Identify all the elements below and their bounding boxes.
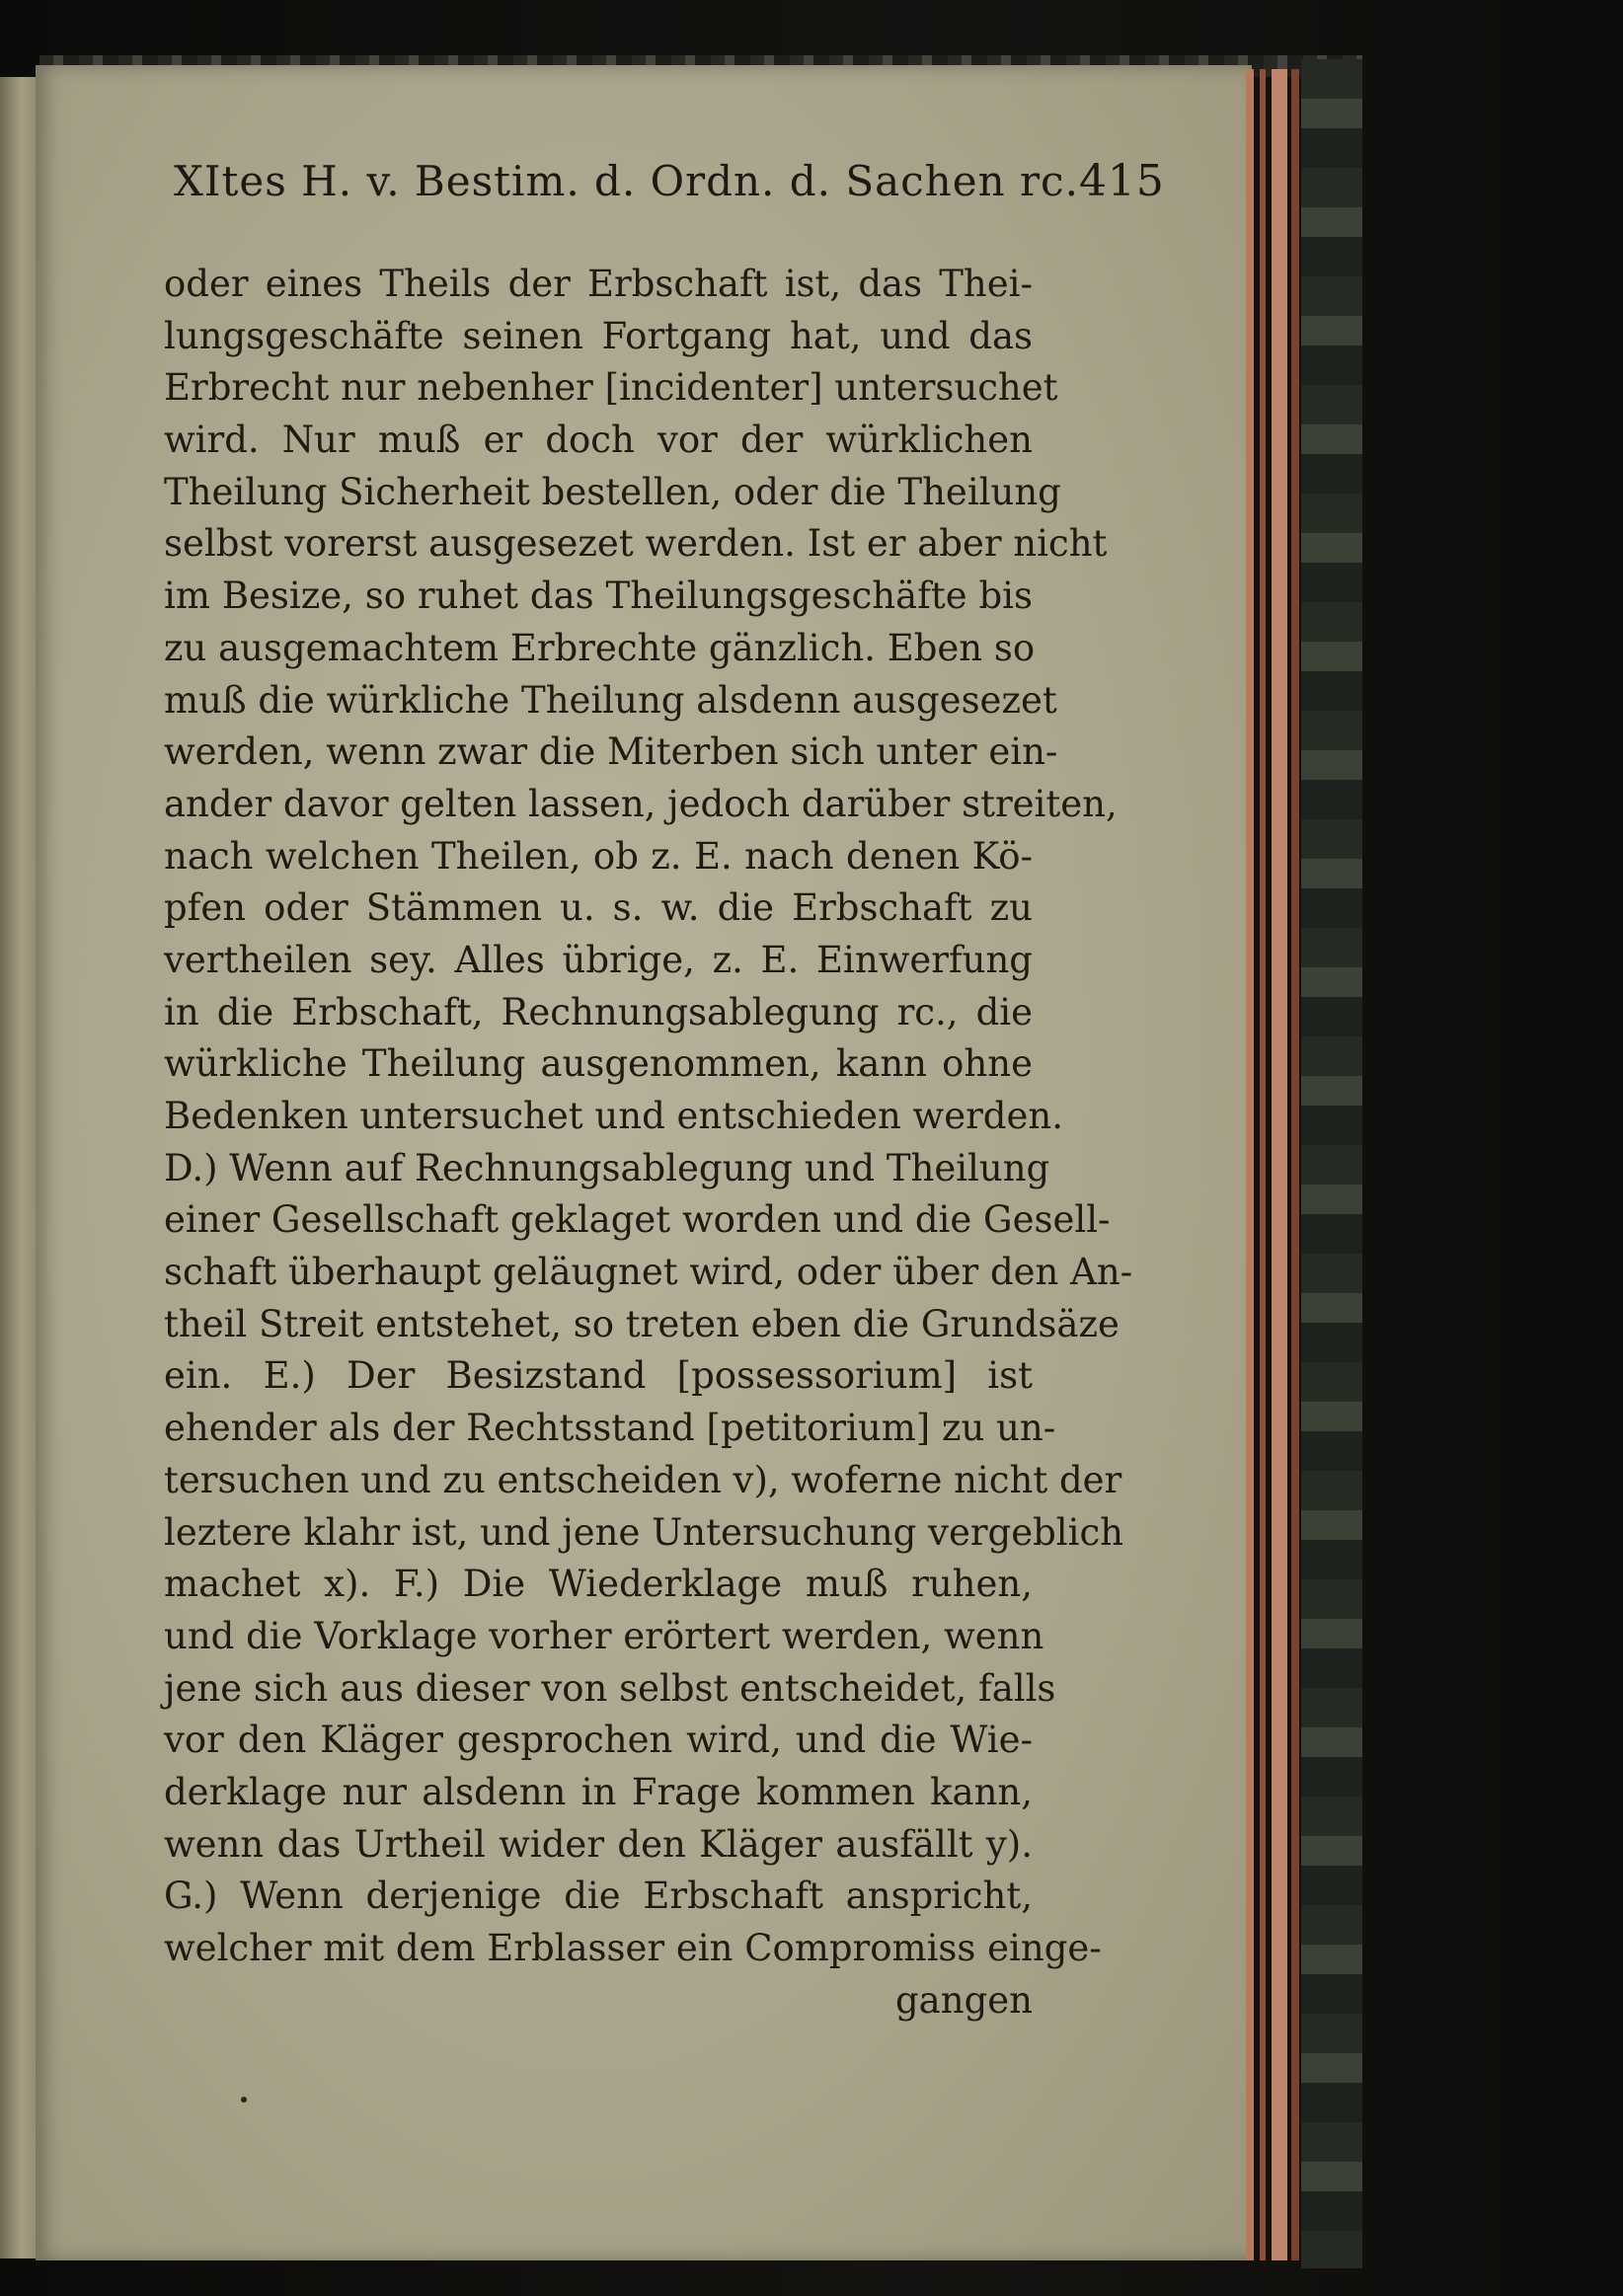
text-line: jene sich aus dieser von selbst entscheidet, falls bbox=[164, 1666, 1056, 1710]
text-line: derklage nur alsdenn in Frage kommen kann, bbox=[164, 1770, 1033, 1813]
ink-speck bbox=[241, 2097, 247, 2103]
previous-page-edge bbox=[0, 77, 39, 2258]
text-line: welcher mit dem Erblasser ein Compromiss einge- bbox=[164, 1927, 1102, 1969]
page-edge-stripe bbox=[1272, 69, 1287, 2260]
text-line: lungsgeschäfte seinen Fortgang hat, und das bbox=[164, 314, 1033, 357]
text-line: G.) Wenn derjenige die Erbschaft anspricht, bbox=[164, 1875, 1033, 1918]
text-line: schaft überhaupt geläugnet wird, oder über den An- bbox=[164, 1251, 1133, 1294]
text-line: Theilung Sicherheit bestellen, oder die Theilung bbox=[164, 470, 1061, 513]
text-line: werden, wenn zwar die Miterben sich unter ein- bbox=[164, 730, 1058, 774]
text-line: selbst vorerst ausgesezet werden. Ist er aber nicht bbox=[164, 522, 1108, 566]
text-line: einer Gesellschaft geklaget worden und die Gesell- bbox=[164, 1198, 1111, 1242]
text-line: würkliche Theilung ausgenommen, kann ohne bbox=[164, 1042, 1033, 1086]
text-line: D.) Wenn auf Rechnungsablegung und Theilung bbox=[164, 1146, 1050, 1189]
text-line: ein. E.) Der Besizstand [possessorium] ist bbox=[164, 1354, 1033, 1398]
page-edge-stripe bbox=[1246, 69, 1254, 2260]
text-line: wenn das Urtheil wider den Kläger ausfällt y). bbox=[164, 1822, 1033, 1866]
text-line: wird. Nur muß er doch vor der würklichen bbox=[164, 419, 1033, 462]
text-line: vertheilen sey. Alles übrige, z. E. Einwerfung bbox=[164, 938, 1033, 981]
page-edge-stripe bbox=[1260, 69, 1266, 2260]
body-text bbox=[164, 259, 1133, 2027]
page-number: 415 bbox=[1078, 156, 1165, 206]
text-line: Bedenken untersuchet und entschieden werden. bbox=[164, 1095, 1063, 1137]
running-head-title: XItes H. v. Bestim. d. Ordn. d. Sachen rc. bbox=[174, 157, 1079, 205]
text-line: zu ausgemachtem Erbrechte gänzlich. Eben so bbox=[164, 626, 1036, 669]
page-edge-stripe bbox=[1291, 69, 1299, 2260]
text-line: ander davor gelten lassen, jedoch darüber streiten, bbox=[164, 782, 1118, 825]
text-line: nach welchen Theilen, ob z. E. nach denen Kö- bbox=[164, 834, 1033, 878]
text-line: vor den Kläger gesprochen wird, und die Wie- bbox=[164, 1719, 1033, 1762]
text-line: tersuchen und zu entscheiden v), woferne nicht der bbox=[164, 1458, 1122, 1501]
text-line: im Besize, so ruhet das Theilungsgeschäfte bis bbox=[164, 574, 1033, 618]
text-line: und die Vorklage vorher erörtert werden, wenn bbox=[164, 1614, 1044, 1657]
text-line: pfen oder Stämmen u. s. w. die Erbschaft zu bbox=[164, 886, 1033, 930]
running-head bbox=[174, 156, 1165, 225]
text-line: in die Erbschaft, Rechnungsablegung rc., die bbox=[164, 990, 1033, 1033]
text-line: leztere klahr ist, und jene Untersuchung vergeblich bbox=[164, 1510, 1124, 1554]
text-line: machet x). F.) Die Wiederklage muß ruhen, bbox=[164, 1563, 1033, 1606]
catchword: gangen bbox=[895, 1978, 1033, 2022]
book-cover-edge bbox=[1301, 59, 1362, 2268]
text-line: theil Streit entstehet, so treten eben die Grundsäze bbox=[164, 1302, 1120, 1345]
text-line: Erbrecht nur nebenher [incidenter] untersuchet bbox=[164, 366, 1058, 410]
text-line: ehender als der Rechtsstand [petitorium] zu un- bbox=[164, 1407, 1056, 1450]
text-line: muß die würkliche Theilung alsdenn ausgesezet bbox=[164, 678, 1057, 722]
text-line: oder eines Theils der Erbschaft ist, das Thei- bbox=[164, 263, 1033, 305]
